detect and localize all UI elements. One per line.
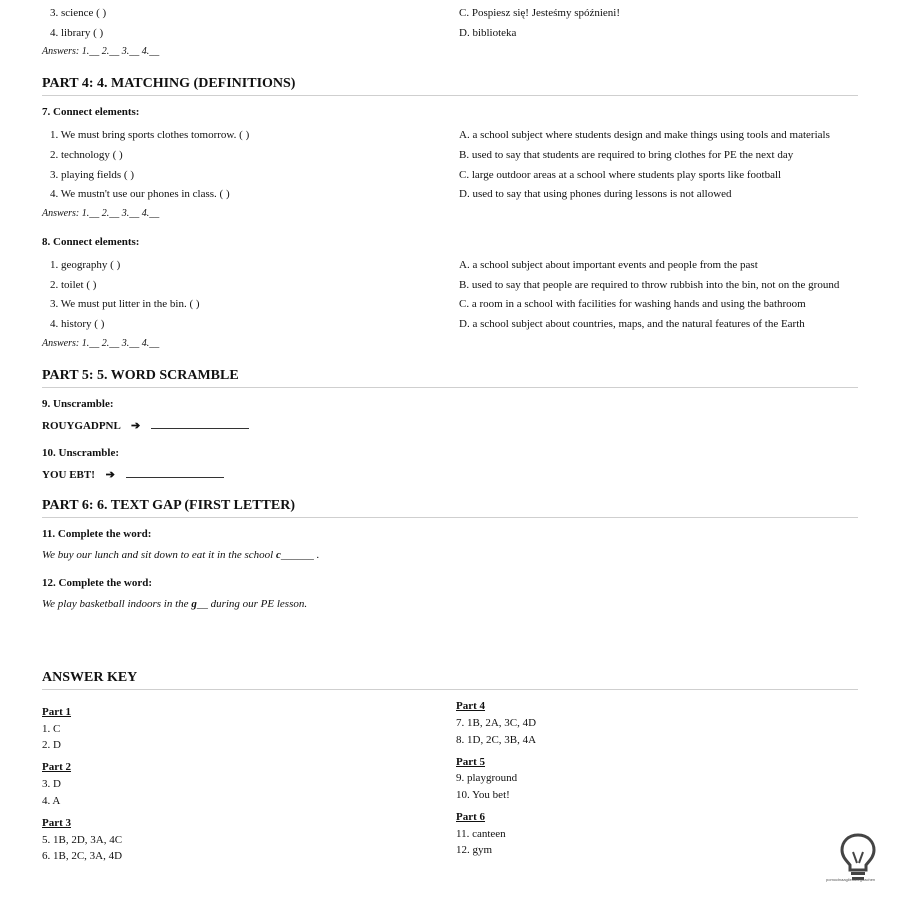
- question-title-7: 7. Connect elements:: [42, 106, 140, 118]
- question-title-11: 11. Complete the word:: [42, 528, 152, 540]
- gap-blank[interactable]: __: [196, 598, 208, 610]
- match-right-item: A. a school subject where students design and make things using tools and materials: [459, 129, 830, 141]
- answers-line: Answers: 1.__ 2.__ 3.__ 4.__: [42, 208, 160, 219]
- match-left-item: 1. geography ( ): [50, 259, 121, 271]
- gap-sentence-12: [42, 598, 307, 610]
- answers-line: Answers: 1.__ 2.__ 3.__ 4.__: [42, 338, 160, 349]
- answer-key-heading: Part 1: [42, 706, 72, 718]
- answer-blank[interactable]: [151, 418, 249, 429]
- match-right-item: D. used to say that using phones during lessons is not allowed: [459, 188, 732, 200]
- section-divider: [42, 387, 858, 388]
- question-title-10: 10. Unscramble:: [42, 447, 119, 459]
- list-item: 4. library ( ): [50, 27, 104, 39]
- match-right-item: D. a school subject about countries, maps, and the natural features of the Earth: [459, 318, 805, 330]
- match-left-item: 2. technology ( ): [50, 149, 123, 161]
- scramble-row-9: [42, 418, 249, 432]
- sentence-text: .: [313, 549, 320, 561]
- answer-key-line: 11. canteen: [456, 828, 506, 840]
- match-right-item: B. used to say that students are required to bring clothes for PE the next day: [459, 149, 794, 161]
- logo-text: pomocłnaaglielskiegoachen: [826, 877, 876, 882]
- match-right-item: A. a school subject about important events and people from the past: [459, 259, 758, 271]
- match-left-item: 1. We must bring sports clothes tomorrow. ( ): [50, 129, 250, 141]
- answer-key-line: 3. D: [42, 778, 61, 790]
- answer-key-line: 6. 1B, 2C, 3A, 4D: [42, 850, 123, 862]
- match-left-item: 4. history ( ): [50, 318, 105, 330]
- answer-key-line: 9. playground: [456, 772, 518, 784]
- match-left-item: 4. We mustn't use our phones in class. ( ): [50, 188, 230, 200]
- section-title-part5: PART 5: 5. WORD SCRAMBLE: [42, 368, 239, 383]
- answer-key-line: 12. gym: [456, 844, 493, 856]
- match-right-item: C. a room in a school with facilities for washing hands and using the bathroom: [459, 298, 806, 310]
- answer-key-line: 5. 1B, 2D, 3A, 4C: [42, 834, 123, 846]
- answer-key-line: 10. You bet!: [456, 789, 510, 801]
- list-item: C. Pospiesz się! Jesteśmy spóźnieni!: [459, 7, 621, 19]
- answer-key-title: ANSWER KEY: [42, 670, 138, 685]
- arrow-right-icon: ➔: [130, 420, 141, 432]
- question-title-12: 12. Complete the word:: [42, 577, 152, 589]
- section-title-part6: PART 6: 6. TEXT GAP (FIRST LETTER): [42, 498, 295, 513]
- sentence-text: We buy our lunch and sit down to eat it in the school: [42, 549, 276, 561]
- answer-key-heading: Part 5: [456, 756, 486, 768]
- list-item: D. biblioteka: [459, 27, 517, 39]
- answer-key-line: 8. 1D, 2C, 3B, 4A: [456, 734, 537, 746]
- arrow-right-icon: ➔: [105, 469, 115, 481]
- answers-line: Answers: 1.__ 2.__ 3.__ 4.__: [42, 46, 160, 57]
- gap-sentence-11: [42, 549, 319, 561]
- answer-key-line: 4. A: [42, 795, 61, 807]
- scramble-row-10: [42, 467, 224, 481]
- answer-key-heading: Part 3: [42, 817, 72, 829]
- answer-key-line: 7. 1B, 2A, 3C, 4D: [456, 717, 537, 729]
- answer-key-heading: Part 4: [456, 700, 486, 712]
- match-right-item: C. large outdoor areas at a school where students play sports like football: [459, 169, 782, 181]
- answer-key-line: 2. D: [42, 739, 61, 751]
- sentence-text: during our PE lesson.: [207, 598, 308, 610]
- first-letter: c: [275, 549, 281, 561]
- match-left-item: 3. We must put litter in the bin. ( ): [50, 298, 200, 310]
- first-letter: g: [191, 598, 197, 610]
- gap-blank[interactable]: ______: [280, 549, 314, 561]
- answer-key-heading: Part 2: [42, 761, 72, 773]
- section-divider: [42, 95, 858, 96]
- list-item: 3. science ( ): [50, 7, 107, 19]
- section-divider: [42, 517, 858, 518]
- sentence-text: We play basketball indoors in the: [42, 598, 192, 610]
- match-left-item: 2. toilet ( ): [50, 279, 97, 291]
- section-divider: [42, 689, 858, 690]
- scrambled-word: YOU EBT!: [42, 469, 95, 481]
- answer-key-line: 1. C: [42, 723, 61, 735]
- question-title-9: 9. Unscramble:: [42, 398, 114, 410]
- answer-blank[interactable]: [126, 467, 224, 478]
- question-title-8: 8. Connect elements:: [42, 236, 140, 248]
- section-title-part4: PART 4: 4. MATCHING (DEFINITIONS): [42, 76, 296, 91]
- match-left-item: 3. playing fields ( ): [50, 169, 135, 181]
- answer-key-heading: Part 6: [456, 811, 486, 823]
- match-right-item: B. used to say that people are required to throw rubbish into the bin, not on the ground: [459, 279, 840, 291]
- scrambled-word: ROUYGADPNL: [42, 420, 121, 432]
